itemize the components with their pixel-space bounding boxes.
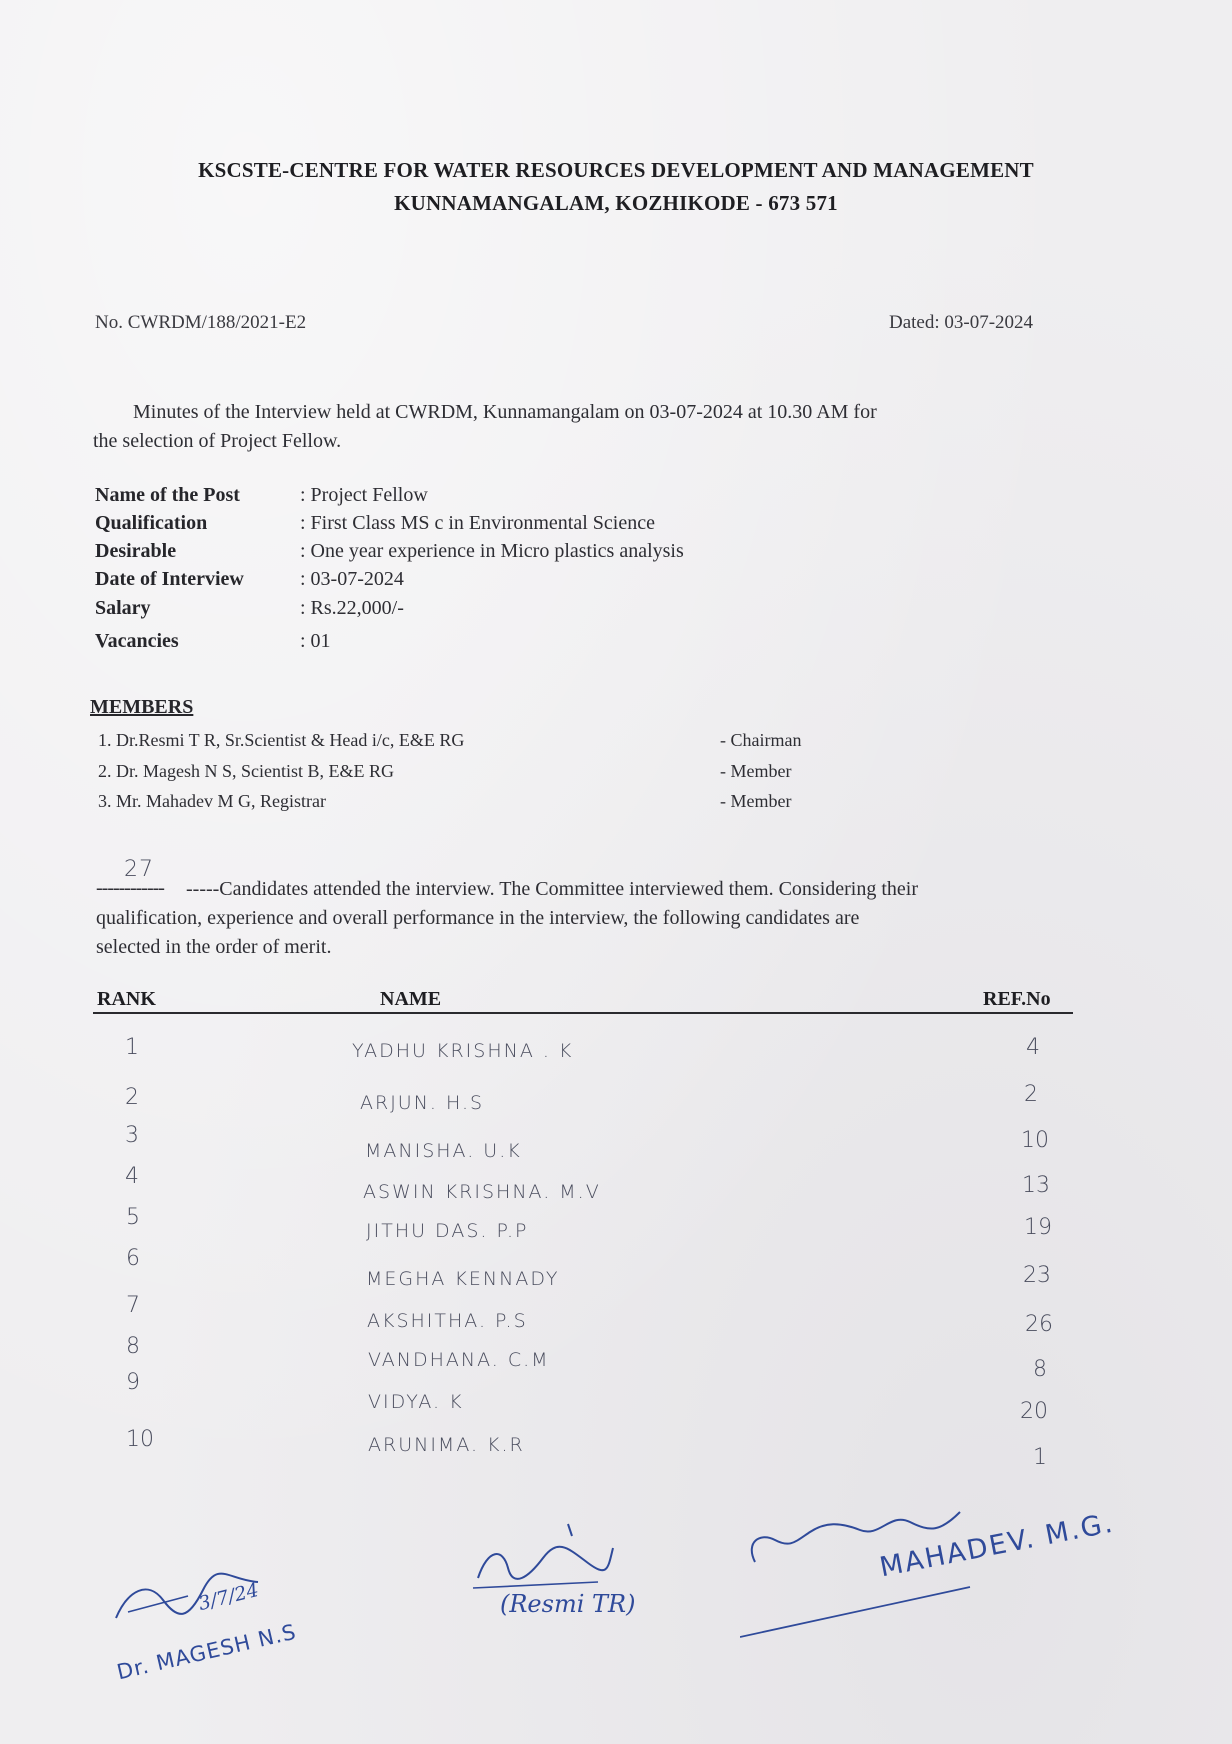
- intro-line-2: the selection of Project Fellow.: [93, 430, 342, 452]
- name-cell: YADHU KRISHNA . K: [352, 1040, 574, 1062]
- member-name: 1. Dr.Resmi T R, Sr.Scientist & Head i/c, E&E RG: [98, 730, 465, 750]
- candidate-count-handwritten: 27: [124, 857, 154, 882]
- member-name: 2. Dr. Magesh N S, Scientist B, E&E RG: [98, 761, 394, 781]
- name-cell: MEGHA KENNADY: [366, 1268, 560, 1290]
- detail-value: : Project Fellow: [300, 484, 428, 506]
- rank-cell: 7: [126, 1293, 140, 1318]
- reference-number: No. CWRDM/188/2021-E2: [95, 312, 307, 333]
- signature-name: MAHADEV. M.G.: [877, 1507, 1117, 1584]
- ref-cell: 1: [1033, 1445, 1047, 1470]
- reference-date: Dated: 03-07-2024: [889, 312, 1034, 333]
- name-cell: VIDYA. K: [368, 1391, 464, 1413]
- header-name: NAME: [380, 988, 442, 1010]
- candidates-line-2: qualification, experience and overall performance in the interview, the following candidates are: [96, 907, 860, 929]
- rank-cell: 2: [125, 1085, 139, 1110]
- members-heading: MEMBERS: [90, 696, 194, 718]
- candidates-line-1: -----Candidates attended the interview. The Committee interviewed them. Considering their: [186, 878, 919, 900]
- name-cell: AKSHITHA. P.S: [367, 1310, 528, 1332]
- header-ref: REF.No: [983, 988, 1051, 1010]
- table-header-rule: [93, 1012, 1073, 1014]
- detail-label: Vacancies: [95, 630, 179, 652]
- rank-cell: 5: [126, 1205, 140, 1230]
- name-cell: VANDHANA. C.M: [368, 1349, 550, 1371]
- member-name: 3. Mr. Mahadev M G, Registrar: [98, 791, 326, 811]
- rank-cell: 6: [126, 1246, 140, 1271]
- detail-label: Desirable: [95, 540, 177, 562]
- ref-cell: 13: [1022, 1173, 1050, 1198]
- rank-cell: 8: [126, 1334, 140, 1359]
- detail-value: : First Class MS c in Environmental Science: [300, 512, 655, 534]
- member-role: - Member: [720, 791, 792, 811]
- rank-cell: 4: [125, 1164, 139, 1189]
- candidates-line-3: selected in the order of merit.: [96, 936, 332, 958]
- detail-value: : One year experience in Micro plastics analysis: [300, 540, 684, 562]
- detail-value: : Rs.22,000/-: [300, 597, 404, 619]
- rank-underline: [97, 1012, 170, 1014]
- institution-name: KSCSTE-CENTRE FOR WATER RESOURCES DEVELOPMENT AND MANAGEMENT: [198, 158, 1034, 182]
- signature-name: (Resmi TR): [500, 1590, 636, 1618]
- name-cell: JITHU DAS. P.P: [366, 1220, 529, 1242]
- header-rank: RANK: [97, 988, 156, 1010]
- ref-cell: 23: [1023, 1263, 1051, 1288]
- rank-cell: 3: [125, 1123, 139, 1148]
- institution-address: KUNNAMANGALAM, KOZHIKODE - 673 571: [394, 191, 838, 215]
- ref-cell: 20: [1020, 1399, 1048, 1424]
- intro-line-1: Minutes of the Interview held at CWRDM, Kunnamangalam on 03-07-2024 at 10.30 AM for: [133, 401, 877, 423]
- signature-scribble: [468, 1518, 618, 1598]
- signature-name: Dr. MAGESH N.S: [114, 1619, 299, 1685]
- name-cell: ASWIN KRISHNA. M.V: [363, 1181, 601, 1203]
- detail-value: : 03-07-2024: [300, 568, 404, 590]
- detail-label: Name of the Post: [95, 484, 240, 506]
- signature-scribble: [740, 1502, 980, 1642]
- rank-cell: 1: [125, 1035, 139, 1060]
- detail-label: Date of Interview: [95, 568, 244, 590]
- ref-cell: 2: [1024, 1082, 1038, 1107]
- detail-label: Qualification: [95, 512, 208, 534]
- name-cell: MANISHA. U.K: [365, 1140, 522, 1162]
- ref-cell: 26: [1025, 1312, 1053, 1337]
- member-role: - Chairman: [720, 730, 802, 750]
- rank-cell: 9: [126, 1370, 140, 1395]
- signature-date: 3/7/24: [196, 1578, 261, 1616]
- ref-cell: 4: [1026, 1035, 1040, 1060]
- ref-cell: 19: [1024, 1215, 1052, 1240]
- detail-label: Salary: [95, 597, 151, 619]
- ref-cell: 10: [1021, 1128, 1049, 1153]
- rank-cell: 10: [126, 1427, 154, 1452]
- name-cell: ARJUN. H.S: [360, 1092, 485, 1114]
- ref-cell: 8: [1033, 1357, 1047, 1382]
- detail-value: : 01: [300, 630, 331, 652]
- candidate-count-blank: ------------: [96, 877, 164, 899]
- name-cell: ARUNIMA. K.R: [368, 1434, 525, 1456]
- member-role: - Member: [720, 761, 792, 781]
